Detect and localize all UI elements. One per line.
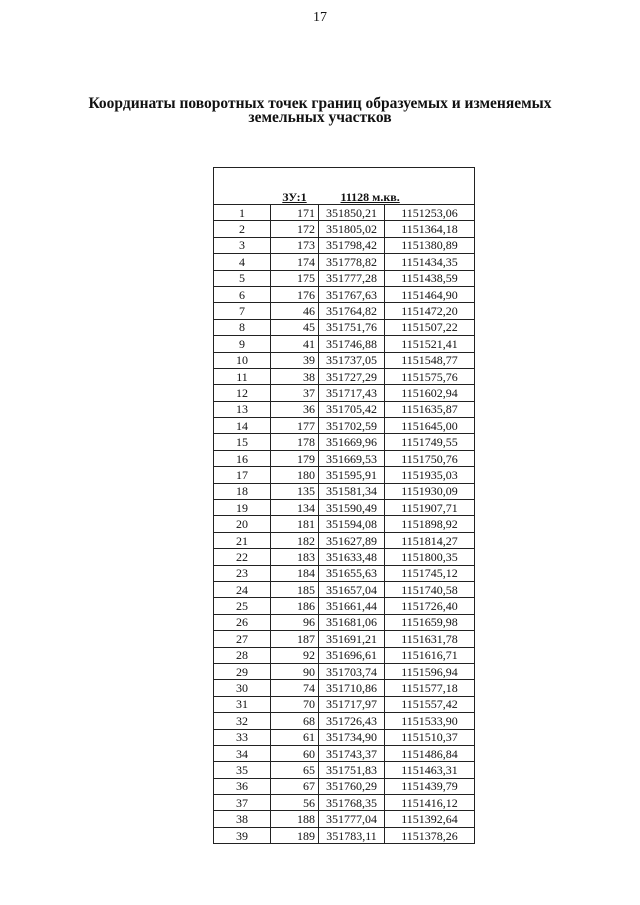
- point-number: 184: [271, 565, 319, 581]
- point-number: 41: [271, 336, 319, 352]
- table-row: [214, 418, 475, 434]
- coord-y: 1151577,18: [385, 680, 475, 696]
- row-index: 25: [214, 598, 271, 614]
- coord-x: 351726,43: [319, 713, 385, 729]
- table-row: [214, 729, 475, 745]
- table-row: [214, 483, 475, 499]
- row-index: 4: [214, 254, 271, 270]
- coord-y: 1151602,94: [385, 385, 475, 401]
- point-number: 45: [271, 319, 319, 335]
- table-row: [214, 352, 475, 368]
- coord-x: 351691,21: [319, 631, 385, 647]
- point-number: 182: [271, 532, 319, 548]
- table-row: [214, 336, 475, 352]
- row-index: 2: [214, 221, 271, 237]
- row-index: 16: [214, 450, 271, 466]
- coordinates-table-body: [214, 168, 475, 844]
- row-index: 23: [214, 565, 271, 581]
- coord-x: 351743,37: [319, 745, 385, 761]
- table-row: [214, 270, 475, 286]
- table-row: [214, 450, 475, 466]
- row-index: 21: [214, 532, 271, 548]
- coord-x: 351768,35: [319, 795, 385, 811]
- point-number: 90: [271, 663, 319, 679]
- coord-y: 1151814,27: [385, 532, 475, 548]
- coord-x: 351627,89: [319, 532, 385, 548]
- coord-x: 351594,08: [319, 516, 385, 532]
- coord-x: 351657,04: [319, 581, 385, 597]
- table-row: [214, 516, 475, 532]
- coord-y: 1151749,55: [385, 434, 475, 450]
- table-row: [214, 319, 475, 335]
- row-index: 27: [214, 631, 271, 647]
- coord-x: 351717,43: [319, 385, 385, 401]
- point-number: 46: [271, 303, 319, 319]
- table-row: [214, 663, 475, 679]
- coord-y: 1151930,09: [385, 483, 475, 499]
- point-number: 67: [271, 778, 319, 794]
- row-index: 29: [214, 663, 271, 679]
- coord-x: 351850,21: [319, 205, 385, 221]
- coord-y: 1151510,37: [385, 729, 475, 745]
- coord-y: 1151907,71: [385, 500, 475, 516]
- row-index: 14: [214, 418, 271, 434]
- table-row: [214, 237, 475, 253]
- coord-y: 1151898,92: [385, 516, 475, 532]
- coord-y: 1151364,18: [385, 221, 475, 237]
- row-index: 28: [214, 647, 271, 663]
- point-number: 172: [271, 221, 319, 237]
- coord-y: 1151740,58: [385, 581, 475, 597]
- coord-y: 1151750,76: [385, 450, 475, 466]
- table-row: [214, 205, 475, 221]
- row-index: 22: [214, 549, 271, 565]
- coord-x: 351798,42: [319, 237, 385, 253]
- table-row: [214, 368, 475, 384]
- row-index: 38: [214, 811, 271, 827]
- coord-y: 1151463,31: [385, 762, 475, 778]
- coord-y: 1151616,71: [385, 647, 475, 663]
- row-index: 10: [214, 352, 271, 368]
- table-row: [214, 795, 475, 811]
- coord-y: 1151380,89: [385, 237, 475, 253]
- point-number: 183: [271, 549, 319, 565]
- row-index: 13: [214, 401, 271, 417]
- coord-y: 1151645,00: [385, 418, 475, 434]
- row-index: 8: [214, 319, 271, 335]
- table-row: [214, 614, 475, 630]
- coord-y: 1151464,90: [385, 286, 475, 302]
- table-row: [214, 434, 475, 450]
- coord-x: 351669,96: [319, 434, 385, 450]
- coord-y: 1151635,87: [385, 401, 475, 417]
- row-index: 5: [214, 270, 271, 286]
- point-number: 68: [271, 713, 319, 729]
- point-number: 173: [271, 237, 319, 253]
- coord-y: 1151631,78: [385, 631, 475, 647]
- point-number: 92: [271, 647, 319, 663]
- coord-x: 351661,44: [319, 598, 385, 614]
- coord-y: 1151533,90: [385, 713, 475, 729]
- coord-y: 1151521,41: [385, 336, 475, 352]
- coord-x: 351783,11: [319, 827, 385, 843]
- header-spacer-cell: [214, 168, 475, 191]
- row-index: 37: [214, 795, 271, 811]
- table-row: [214, 565, 475, 581]
- row-index: 15: [214, 434, 271, 450]
- point-number: 65: [271, 762, 319, 778]
- coord-x: 351710,86: [319, 680, 385, 696]
- coord-y: 1151253,06: [385, 205, 475, 221]
- title-line-1: Координаты поворотных точек границ образуемых и изменяемых: [88, 95, 552, 112]
- table-row: [214, 401, 475, 417]
- point-number: 174: [271, 254, 319, 270]
- row-index: 26: [214, 614, 271, 630]
- table-row: [214, 598, 475, 614]
- table-row: [214, 778, 475, 794]
- row-index: 24: [214, 581, 271, 597]
- coord-y: 1151548,77: [385, 352, 475, 368]
- coord-x: 351767,63: [319, 286, 385, 302]
- point-number: 185: [271, 581, 319, 597]
- row-index: 12: [214, 385, 271, 401]
- table-row: [214, 811, 475, 827]
- coord-x: 351581,34: [319, 483, 385, 499]
- table-row: [214, 713, 475, 729]
- coord-x: 351764,82: [319, 303, 385, 319]
- table-row: [214, 549, 475, 565]
- row-index: 7: [214, 303, 271, 319]
- point-number: 135: [271, 483, 319, 499]
- table-row: [214, 532, 475, 548]
- point-number: 187: [271, 631, 319, 647]
- point-number: 188: [271, 811, 319, 827]
- coord-x: 351633,48: [319, 549, 385, 565]
- table-row: [214, 303, 475, 319]
- table-row: [214, 581, 475, 597]
- table-row: [214, 286, 475, 302]
- point-number: 180: [271, 467, 319, 483]
- coord-y: 1151935,03: [385, 467, 475, 483]
- coord-y: 1151726,40: [385, 598, 475, 614]
- table-row: [214, 647, 475, 663]
- row-index: 1: [214, 205, 271, 221]
- row-index: 36: [214, 778, 271, 794]
- table-row: [214, 827, 475, 843]
- point-number: 38: [271, 368, 319, 384]
- row-index: 9: [214, 336, 271, 352]
- row-index: 32: [214, 713, 271, 729]
- row-index: 30: [214, 680, 271, 696]
- coord-y: 1151439,79: [385, 778, 475, 794]
- coord-y: 1151378,26: [385, 827, 475, 843]
- table-row: [214, 500, 475, 516]
- coord-y: 1151438,59: [385, 270, 475, 286]
- table-header-spacer: [214, 168, 475, 191]
- coord-x: 351717,97: [319, 696, 385, 712]
- row-index: 35: [214, 762, 271, 778]
- coord-x: 351669,53: [319, 450, 385, 466]
- coord-y: 1151596,94: [385, 663, 475, 679]
- point-number: 179: [271, 450, 319, 466]
- coord-x: 351727,29: [319, 368, 385, 384]
- table-row: [214, 467, 475, 483]
- coord-x: 351590,49: [319, 500, 385, 516]
- table-row: [214, 254, 475, 270]
- table-row: [214, 696, 475, 712]
- point-number: 186: [271, 598, 319, 614]
- coord-y: 1151575,76: [385, 368, 475, 384]
- row-index: 19: [214, 500, 271, 516]
- point-number: 176: [271, 286, 319, 302]
- table-header-row: [214, 190, 475, 205]
- table-row: [214, 762, 475, 778]
- coord-x: 351655,63: [319, 565, 385, 581]
- coord-y: 1151659,98: [385, 614, 475, 630]
- point-number: 61: [271, 729, 319, 745]
- point-number: 177: [271, 418, 319, 434]
- coord-x: 351702,59: [319, 418, 385, 434]
- coord-x: 351734,90: [319, 729, 385, 745]
- table-row: [214, 680, 475, 696]
- coord-y: 1151557,42: [385, 696, 475, 712]
- point-number: 134: [271, 500, 319, 516]
- point-number: 178: [271, 434, 319, 450]
- row-index: 17: [214, 467, 271, 483]
- row-index: 18: [214, 483, 271, 499]
- coord-y: 1151800,35: [385, 549, 475, 565]
- coord-x: 351595,91: [319, 467, 385, 483]
- coord-x: 351805,02: [319, 221, 385, 237]
- coord-x: 351777,04: [319, 811, 385, 827]
- row-index: 34: [214, 745, 271, 761]
- coord-x: 351778,82: [319, 254, 385, 270]
- coord-y: 1151416,12: [385, 795, 475, 811]
- coord-y: 1151472,20: [385, 303, 475, 319]
- coord-x: 351751,76: [319, 319, 385, 335]
- point-number: 37: [271, 385, 319, 401]
- document-title: [0, 97, 640, 125]
- table-row: [214, 221, 475, 237]
- point-number: 70: [271, 696, 319, 712]
- title-line-2: земельных участков: [248, 109, 392, 126]
- row-index: 6: [214, 286, 271, 302]
- point-number: 74: [271, 680, 319, 696]
- coord-x: 351751,83: [319, 762, 385, 778]
- point-number: 181: [271, 516, 319, 532]
- row-index: 33: [214, 729, 271, 745]
- coordinates-table: [213, 167, 475, 844]
- point-number: 56: [271, 795, 319, 811]
- coord-x: 351777,28: [319, 270, 385, 286]
- coord-x: 351705,42: [319, 401, 385, 417]
- table-row: [214, 385, 475, 401]
- table-row: [214, 745, 475, 761]
- coord-x: 351760,29: [319, 778, 385, 794]
- coord-y: 1151486,84: [385, 745, 475, 761]
- header-blank-cell: [214, 190, 271, 205]
- row-index: 20: [214, 516, 271, 532]
- row-index: 31: [214, 696, 271, 712]
- point-number: 171: [271, 205, 319, 221]
- coord-x: 351681,06: [319, 614, 385, 630]
- coord-x: 351703,74: [319, 663, 385, 679]
- row-index: 3: [214, 237, 271, 253]
- point-number: 175: [271, 270, 319, 286]
- page-number: 17: [313, 10, 327, 25]
- point-number: 60: [271, 745, 319, 761]
- area-label: 11128 м.кв.: [319, 190, 475, 205]
- row-index: 39: [214, 827, 271, 843]
- point-number: 39: [271, 352, 319, 368]
- coord-y: 1151745,12: [385, 565, 475, 581]
- coord-x: 351746,88: [319, 336, 385, 352]
- coord-y: 1151507,22: [385, 319, 475, 335]
- plot-label: ЗУ:1: [271, 190, 319, 205]
- coord-y: 1151434,35: [385, 254, 475, 270]
- point-number: 96: [271, 614, 319, 630]
- coord-x: 351737,05: [319, 352, 385, 368]
- point-number: 36: [271, 401, 319, 417]
- coord-y: 1151392,64: [385, 811, 475, 827]
- coord-x: 351696,61: [319, 647, 385, 663]
- row-index: 11: [214, 368, 271, 384]
- point-number: 189: [271, 827, 319, 843]
- table-row: [214, 631, 475, 647]
